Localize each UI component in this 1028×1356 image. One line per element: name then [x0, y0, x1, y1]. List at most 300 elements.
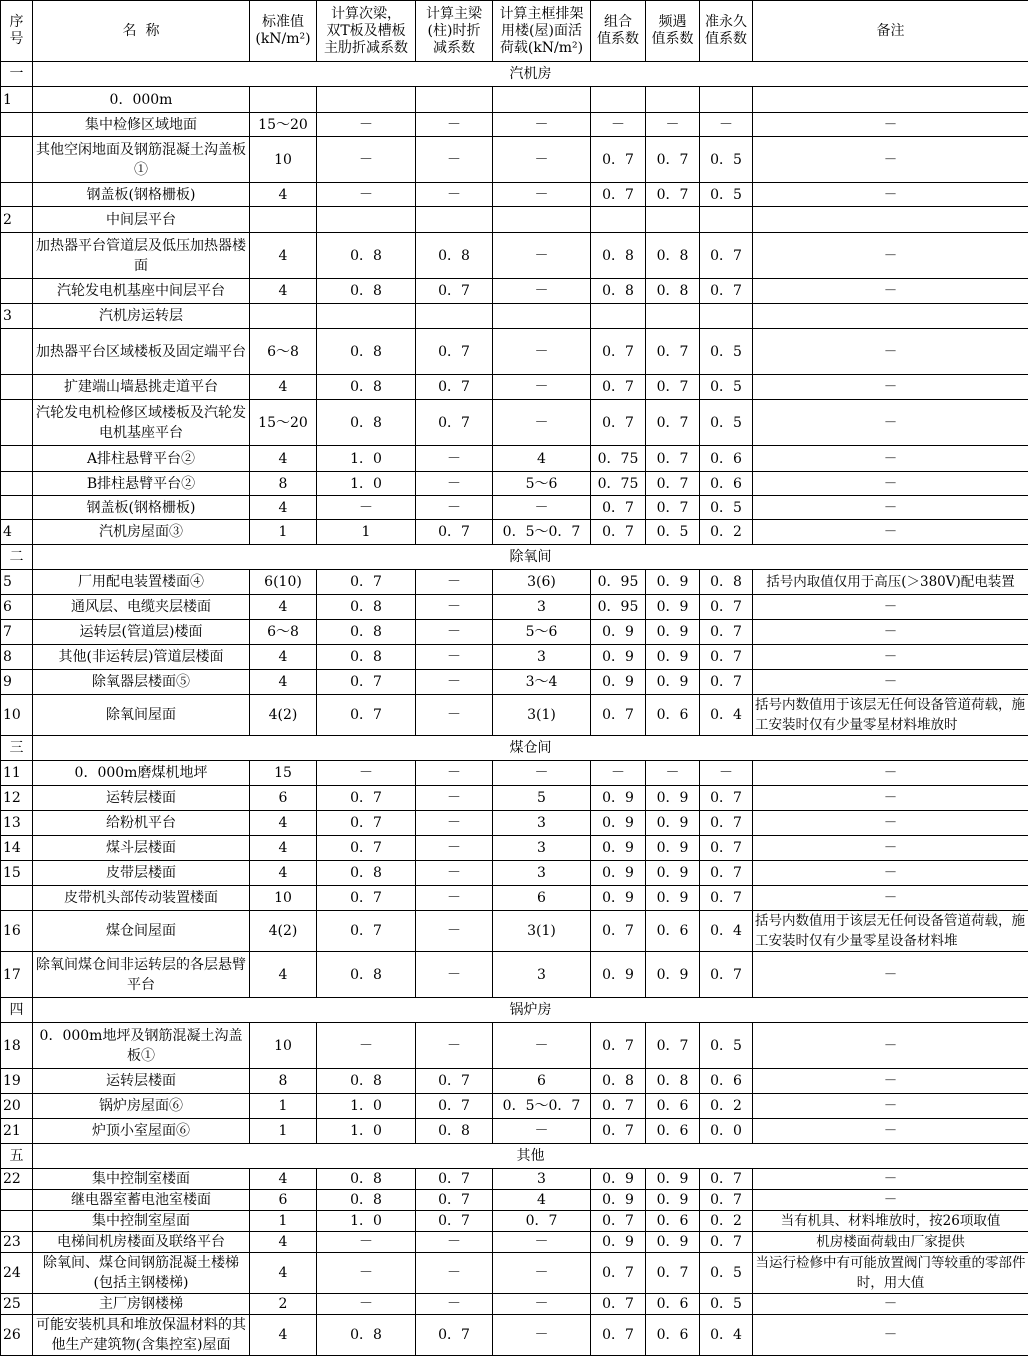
cell-perm: 0．7	[700, 645, 753, 670]
cell-comb: 0．75	[591, 472, 646, 496]
cell-comb: 0．7	[591, 137, 646, 183]
cell-name: 扩建端山墙悬挑走道平台	[33, 375, 250, 400]
cell-note: －	[753, 670, 1028, 695]
cell-perm: 0．5	[700, 183, 753, 207]
cell-comb	[591, 304, 646, 329]
cell-freq	[646, 207, 700, 233]
cell-mainbeam: －	[416, 886, 493, 911]
cell-mainbeam	[416, 207, 493, 233]
cell-freq: 0．9	[646, 1232, 700, 1253]
cell-no	[1, 329, 33, 375]
table-row	[1, 520, 1028, 545]
cell-mainbeam: －	[416, 1253, 493, 1294]
cell-comb: 0．9	[591, 1232, 646, 1253]
table-row	[1, 952, 1028, 998]
cell-note: 括号内数值用于该层无任何设备管道荷载，施工安装时仅有少量零星设备材料堆	[753, 911, 1028, 952]
cell-note: －	[753, 886, 1028, 911]
cell-perm: 0．6	[700, 1069, 753, 1094]
cell-frame: 6	[493, 1069, 591, 1094]
cell-freq: 0．7	[646, 472, 700, 496]
cell-perm: 0．7	[700, 1232, 753, 1253]
cell-name: 汽机房屋面③	[33, 520, 250, 545]
cell-perm: 0．7	[700, 786, 753, 811]
cell-beam: －	[317, 1294, 416, 1315]
cell-beam: 0．7	[317, 670, 416, 695]
cell-name: B排柱悬臂平台②	[33, 472, 250, 496]
table-row	[1, 446, 1028, 472]
cell-frame: －	[493, 375, 591, 400]
cell-mainbeam: －	[416, 836, 493, 861]
cell-comb: 0．7	[591, 1119, 646, 1144]
cell-mainbeam: －	[416, 911, 493, 952]
cell-perm: 0．6	[700, 472, 753, 496]
cell-perm: 0．5	[700, 137, 753, 183]
cell-perm: 0．7	[700, 1169, 753, 1190]
cell-name: 其他(非运转层)管道层楼面	[33, 645, 250, 670]
cell-note: 当运行检修中有可能放置阀门等较重的零部件时，用大值	[753, 1253, 1028, 1294]
cell-note: －	[753, 811, 1028, 836]
cell-name: 集中控制室屋面	[33, 1211, 250, 1232]
cell-std	[250, 207, 317, 233]
cell-name: 厂用配电装置楼面④	[33, 570, 250, 595]
cell-note: －	[753, 329, 1028, 375]
cell-perm: 0．5	[700, 400, 753, 446]
cell-name: 运转层(管道层)楼面	[33, 620, 250, 645]
cell-std: 4	[250, 1253, 317, 1294]
cell-perm: 0．7	[700, 595, 753, 620]
cell-note: －	[753, 1315, 1028, 1356]
cell-freq: 0．9	[646, 811, 700, 836]
cell-comb: 0．9	[591, 786, 646, 811]
cell-note: 括号内取值仅用于高压(＞380V)配电装置	[753, 570, 1028, 595]
cell-comb: 0．7	[591, 911, 646, 952]
cell-note: －	[753, 113, 1028, 137]
cell-mainbeam: －	[416, 1294, 493, 1315]
cell-name: 皮带机头部传动装置楼面	[33, 886, 250, 911]
cell-freq: 0．7	[646, 496, 700, 520]
cell-perm: 0．5	[700, 1253, 753, 1294]
cell-perm: 0．2	[700, 1094, 753, 1119]
cell-no: 19	[1, 1069, 33, 1094]
cell-mainbeam: 0．7	[416, 1315, 493, 1356]
cell-freq: 0．9	[646, 861, 700, 886]
cell-std: 10	[250, 886, 317, 911]
cell-name: 中间层平台	[33, 207, 250, 233]
cell-std: 10	[250, 1023, 317, 1069]
cell-comb: 0．9	[591, 1169, 646, 1190]
cell-frame: 4	[493, 1190, 591, 1211]
table-row	[1, 472, 1028, 496]
cell-freq: 0．6	[646, 1094, 700, 1119]
cell-no: 6	[1, 595, 33, 620]
cell-note	[753, 304, 1028, 329]
cell-note: －	[753, 952, 1028, 998]
cell-perm: 0．8	[700, 570, 753, 595]
cell-note: －	[753, 1294, 1028, 1315]
cell-std: 4	[250, 952, 317, 998]
cell-freq: 0．8	[646, 1069, 700, 1094]
cell-comb: 0．9	[591, 670, 646, 695]
col-header-no: 序 号	[1, 1, 33, 62]
cell-comb	[591, 207, 646, 233]
cell-std: 4(2)	[250, 695, 317, 736]
cell-comb: 0．75	[591, 446, 646, 472]
cell-comb: －	[591, 761, 646, 786]
cell-freq: 0．9	[646, 952, 700, 998]
cell-freq: 0．7	[646, 183, 700, 207]
cell-beam: 0．8	[317, 279, 416, 304]
cell-beam: 0．8	[317, 400, 416, 446]
cell-name: 钢盖板(钢格栅板)	[33, 183, 250, 207]
cell-perm: 0．7	[700, 620, 753, 645]
cell-freq: 0．8	[646, 233, 700, 279]
cell-perm: 0．7	[700, 233, 753, 279]
table-row	[1, 645, 1028, 670]
cell-beam: 1．0	[317, 472, 416, 496]
table-row	[1, 1315, 1028, 1356]
cell-mainbeam: －	[416, 496, 493, 520]
cell-std: 8	[250, 472, 317, 496]
cell-frame: 3(1)	[493, 911, 591, 952]
cell-perm: －	[700, 761, 753, 786]
cell-comb: 0．7	[591, 1023, 646, 1069]
cell-perm	[700, 87, 753, 113]
cell-freq: 0．7	[646, 446, 700, 472]
table-row	[1, 1094, 1028, 1119]
cell-name: 加热器平台区域楼板及固定端平台	[33, 329, 250, 375]
section-title: 除氧间	[33, 545, 1028, 570]
cell-note	[753, 207, 1028, 233]
cell-no: 12	[1, 786, 33, 811]
section-row	[1, 545, 1028, 570]
section-title: 汽机房	[33, 62, 1028, 87]
cell-no: 1	[1, 87, 33, 113]
cell-note: －	[753, 496, 1028, 520]
table-row	[1, 836, 1028, 861]
cell-beam: 1．0	[317, 1094, 416, 1119]
cell-mainbeam: －	[416, 786, 493, 811]
cell-name: 加热器平台管道层及低压加热器楼面	[33, 233, 250, 279]
cell-freq: －	[646, 113, 700, 137]
cell-beam: 0．7	[317, 811, 416, 836]
cell-perm: 0．7	[700, 886, 753, 911]
cell-perm: 0．6	[700, 446, 753, 472]
cell-std: 4	[250, 183, 317, 207]
cell-std: 4	[250, 446, 317, 472]
cell-frame: －	[493, 1294, 591, 1315]
cell-frame: －	[493, 279, 591, 304]
cell-std: 6	[250, 1190, 317, 1211]
cell-note: －	[753, 233, 1028, 279]
section-number: 三	[1, 736, 33, 761]
cell-std: 4	[250, 375, 317, 400]
cell-freq	[646, 304, 700, 329]
cell-frame: 5	[493, 786, 591, 811]
cell-frame: 3	[493, 645, 591, 670]
table-row	[1, 1211, 1028, 1232]
cell-freq: 0．7	[646, 1023, 700, 1069]
cell-beam	[317, 207, 416, 233]
table-row	[1, 113, 1028, 137]
col-header-frame: 计算主框排架 用楼(屋)面活 荷载(kN/m²)	[493, 1, 591, 62]
cell-no	[1, 1190, 33, 1211]
cell-beam: 0．8	[317, 1069, 416, 1094]
cell-no: 3	[1, 304, 33, 329]
cell-note: －	[753, 279, 1028, 304]
cell-mainbeam: 0．7	[416, 1211, 493, 1232]
cell-note: －	[753, 1190, 1028, 1211]
table-row	[1, 620, 1028, 645]
col-header-mainbeam: 计算主梁 (柱)时折 减系数	[416, 1, 493, 62]
cell-mainbeam: －	[416, 113, 493, 137]
cell-comb: 0．7	[591, 1094, 646, 1119]
cell-no	[1, 233, 33, 279]
table-row	[1, 1232, 1028, 1253]
cell-std: 15	[250, 761, 317, 786]
cell-beam: 1．0	[317, 1211, 416, 1232]
cell-mainbeam: 0．8	[416, 1119, 493, 1144]
cell-frame: －	[493, 761, 591, 786]
cell-name: 集中控制室楼面	[33, 1169, 250, 1190]
cell-mainbeam: －	[416, 1232, 493, 1253]
cell-std: 15～20	[250, 400, 317, 446]
cell-freq: 0．7	[646, 329, 700, 375]
cell-name: 煤斗层楼面	[33, 836, 250, 861]
cell-freq: －	[646, 761, 700, 786]
cell-std: 6	[250, 786, 317, 811]
section-title: 锅炉房	[33, 998, 1028, 1023]
cell-note: －	[753, 861, 1028, 886]
table-row	[1, 279, 1028, 304]
cell-std: 4	[250, 861, 317, 886]
cell-no: 18	[1, 1023, 33, 1069]
cell-comb: 0．7	[591, 1315, 646, 1356]
cell-std: 4	[250, 811, 317, 836]
cell-no	[1, 472, 33, 496]
table-row	[1, 1069, 1028, 1094]
cell-perm: 0．7	[700, 670, 753, 695]
cell-frame: 0．5～0．7	[493, 520, 591, 545]
cell-no: 7	[1, 620, 33, 645]
cell-beam: 0．7	[317, 886, 416, 911]
cell-std: 1	[250, 1119, 317, 1144]
section-title: 其他	[33, 1144, 1028, 1169]
cell-mainbeam: 0．7	[416, 1069, 493, 1094]
cell-comb: 0．8	[591, 1069, 646, 1094]
cell-name: 可能安装机具和堆放保温材料的其他生产建筑物(含集控室)屋面	[33, 1315, 250, 1356]
cell-note: －	[753, 137, 1028, 183]
cell-no	[1, 183, 33, 207]
cell-freq: 0．7	[646, 400, 700, 446]
cell-note: －	[753, 520, 1028, 545]
cell-frame: －	[493, 1119, 591, 1144]
cell-name: A排柱悬臂平台②	[33, 446, 250, 472]
cell-name: 除氧间煤仓间非运转层的各层悬臂平台	[33, 952, 250, 998]
cell-frame: －	[493, 183, 591, 207]
table-row	[1, 183, 1028, 207]
cell-no	[1, 279, 33, 304]
cell-mainbeam: 0．7	[416, 1094, 493, 1119]
cell-comb: 0．9	[591, 836, 646, 861]
cell-mainbeam: －	[416, 183, 493, 207]
cell-frame: －	[493, 329, 591, 375]
table-row	[1, 1119, 1028, 1144]
cell-name: 运转层楼面	[33, 1069, 250, 1094]
cell-name: 汽轮发电机检修区域楼板及汽轮发电机基座平台	[33, 400, 250, 446]
cell-comb: 0．7	[591, 695, 646, 736]
table-row	[1, 811, 1028, 836]
cell-comb: 0．7	[591, 375, 646, 400]
cell-name: 其他空闲地面及钢筋混凝土沟盖板①	[33, 137, 250, 183]
cell-note: －	[753, 620, 1028, 645]
cell-frame: 0．5～0．7	[493, 1094, 591, 1119]
cell-beam: －	[317, 113, 416, 137]
cell-comb: 0．7	[591, 329, 646, 375]
cell-perm: 0．5	[700, 375, 753, 400]
cell-beam: 0．7	[317, 836, 416, 861]
table-row	[1, 595, 1028, 620]
cell-freq: 0．6	[646, 1211, 700, 1232]
cell-perm: 0．5	[700, 496, 753, 520]
cell-name: 集中检修区域地面	[33, 113, 250, 137]
cell-beam: －	[317, 1023, 416, 1069]
cell-beam: 0．8	[317, 1169, 416, 1190]
cell-beam: 0．8	[317, 645, 416, 670]
cell-freq: 0．8	[646, 279, 700, 304]
cell-no: 17	[1, 952, 33, 998]
table-row	[1, 695, 1028, 736]
cell-frame: －	[493, 1253, 591, 1294]
table-row	[1, 137, 1028, 183]
table-row	[1, 329, 1028, 375]
cell-freq: 0．7	[646, 375, 700, 400]
cell-mainbeam: －	[416, 695, 493, 736]
cell-no	[1, 446, 33, 472]
cell-note: 括号内数值用于该层无任何设备管道荷载，施工安装时仅有少量零星材料堆放时	[753, 695, 1028, 736]
cell-beam: 0．8	[317, 620, 416, 645]
cell-name: 汽轮发电机基座中间层平台	[33, 279, 250, 304]
cell-freq: 0．9	[646, 670, 700, 695]
cell-freq: 0．5	[646, 520, 700, 545]
section-row	[1, 736, 1028, 761]
cell-beam: 0．7	[317, 570, 416, 595]
cell-no: 20	[1, 1094, 33, 1119]
cell-name: 锅炉房屋面⑥	[33, 1094, 250, 1119]
cell-freq: 0．9	[646, 836, 700, 861]
cell-note: －	[753, 836, 1028, 861]
col-header-beam: 计算次梁， 双T板及槽板 主肋折减系数	[317, 1, 416, 62]
cell-mainbeam: －	[416, 137, 493, 183]
cell-no: 8	[1, 645, 33, 670]
table-row	[1, 304, 1028, 329]
cell-comb: 0．7	[591, 1294, 646, 1315]
cell-perm: －	[700, 113, 753, 137]
cell-frame: 0．7	[493, 1211, 591, 1232]
cell-no	[1, 375, 33, 400]
cell-std: 4	[250, 1315, 317, 1356]
cell-comb: 0．9	[591, 861, 646, 886]
cell-name: 运转层楼面	[33, 786, 250, 811]
cell-std	[250, 87, 317, 113]
cell-beam: 0．8	[317, 1190, 416, 1211]
cell-freq: 0．7	[646, 137, 700, 183]
table-row	[1, 207, 1028, 233]
cell-freq: 0．9	[646, 786, 700, 811]
cell-std: 1	[250, 1094, 317, 1119]
cell-perm: 0．7	[700, 811, 753, 836]
cell-frame: 5～6	[493, 472, 591, 496]
cell-beam: 0．7	[317, 786, 416, 811]
cell-frame: 3	[493, 595, 591, 620]
cell-note: －	[753, 1119, 1028, 1144]
cell-note: －	[753, 183, 1028, 207]
cell-comb: 0．8	[591, 233, 646, 279]
cell-perm: 0．5	[700, 329, 753, 375]
cell-perm: 0．7	[700, 952, 753, 998]
cell-no	[1, 137, 33, 183]
cell-perm: 0．7	[700, 279, 753, 304]
cell-name: 0．000m地坪及钢筋混凝土沟盖板①	[33, 1023, 250, 1069]
table-body	[1, 62, 1028, 1356]
header-row	[1, 1, 1028, 62]
cell-name: 继电器室蓄电池室楼面	[33, 1190, 250, 1211]
cell-comb: 0．7	[591, 1253, 646, 1294]
cell-perm: 0．5	[700, 1023, 753, 1069]
cell-std: 6～8	[250, 620, 317, 645]
cell-beam: 0．7	[317, 911, 416, 952]
cell-no: 16	[1, 911, 33, 952]
cell-frame: 3(1)	[493, 695, 591, 736]
cell-note: －	[753, 1069, 1028, 1094]
cell-perm: 0．2	[700, 520, 753, 545]
cell-no: 21	[1, 1119, 33, 1144]
section-number: 一	[1, 62, 33, 87]
cell-frame: －	[493, 113, 591, 137]
cell-no: 11	[1, 761, 33, 786]
table-row	[1, 1294, 1028, 1315]
cell-frame: 3～4	[493, 670, 591, 695]
cell-name: 给粉机平台	[33, 811, 250, 836]
cell-note: －	[753, 786, 1028, 811]
cell-name: 钢盖板(钢格栅板)	[33, 496, 250, 520]
cell-mainbeam: －	[416, 645, 493, 670]
cell-name: 除氧间屋面	[33, 695, 250, 736]
cell-perm: 0．7	[700, 836, 753, 861]
cell-frame: －	[493, 496, 591, 520]
cell-beam: －	[317, 761, 416, 786]
table-row	[1, 233, 1028, 279]
cell-mainbeam: 0．7	[416, 279, 493, 304]
cell-std: 4	[250, 595, 317, 620]
table-row	[1, 1253, 1028, 1294]
cell-no: 13	[1, 811, 33, 836]
cell-freq: 0．6	[646, 1294, 700, 1315]
cell-no: 23	[1, 1232, 33, 1253]
cell-no	[1, 400, 33, 446]
cell-mainbeam: －	[416, 570, 493, 595]
cell-std: 10	[250, 137, 317, 183]
cell-comb: 0．9	[591, 811, 646, 836]
cell-mainbeam: －	[416, 472, 493, 496]
cell-comb: 0．95	[591, 595, 646, 620]
cell-no: 25	[1, 1294, 33, 1315]
cell-mainbeam: －	[416, 952, 493, 998]
cell-no	[1, 886, 33, 911]
cell-note: －	[753, 375, 1028, 400]
col-header-name: 名 称	[33, 1, 250, 62]
cell-frame: 3	[493, 836, 591, 861]
cell-freq: 0．9	[646, 595, 700, 620]
